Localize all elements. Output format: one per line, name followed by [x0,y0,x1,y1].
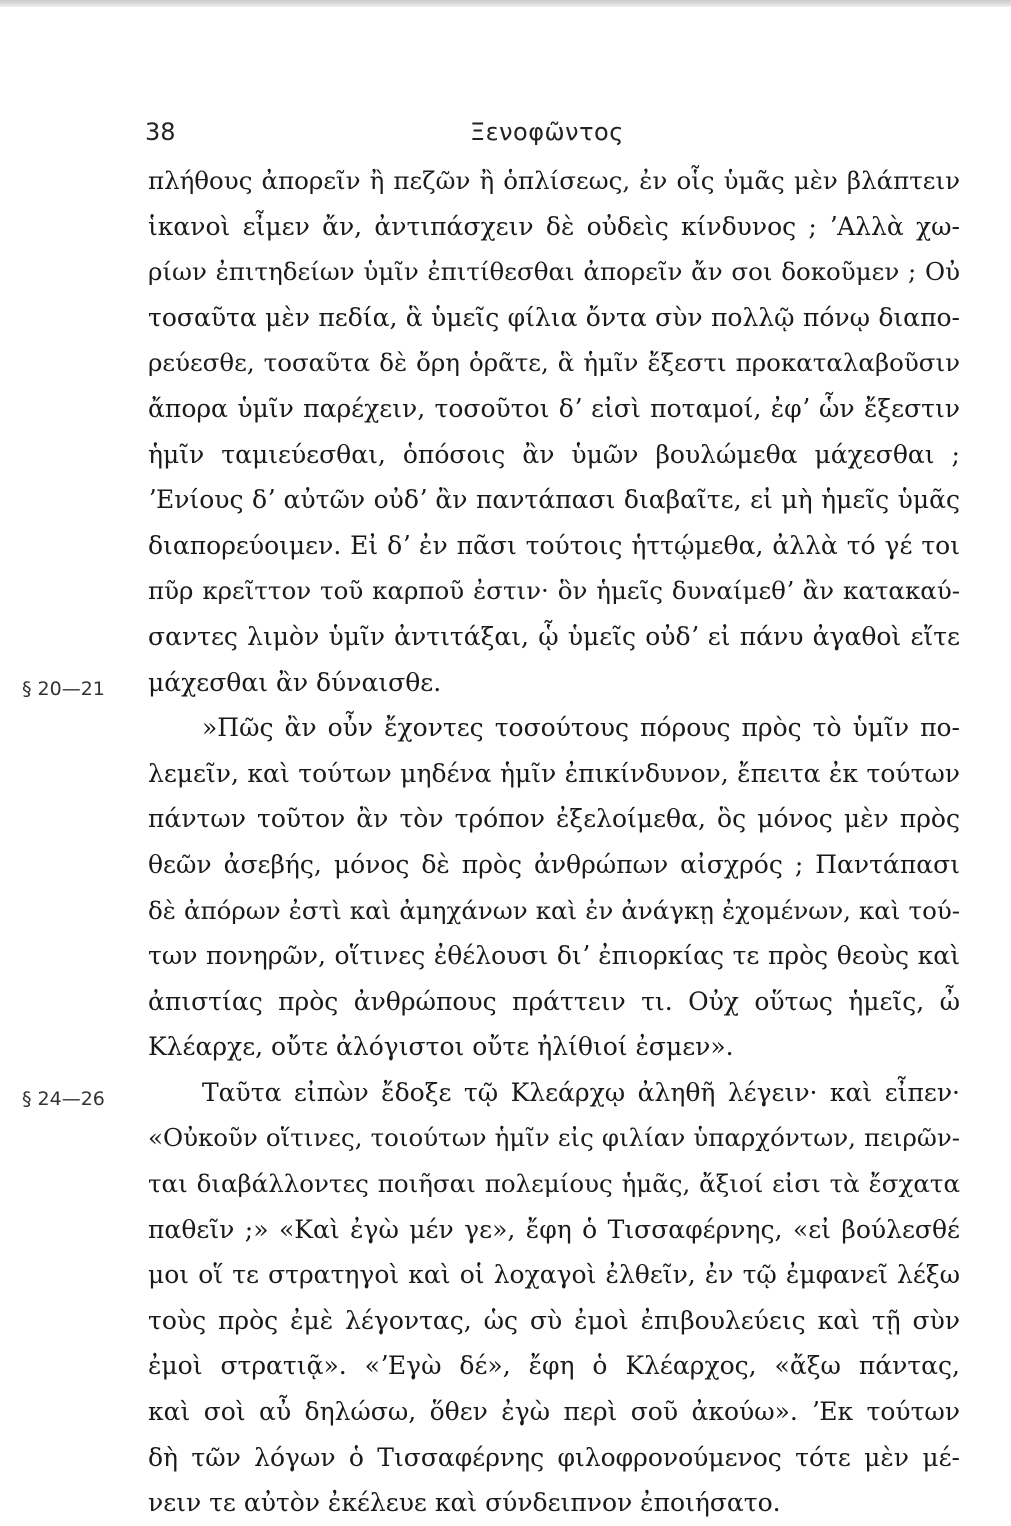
text-line: δὴ τῶν λόγων ὁ Τισσαφέρνης φιλοφρονούμενος τότε μὲν μέ- [148,1442,960,1472]
text-line: μάχεσθαι ἂν δύναισθε. [148,667,442,697]
text-line: «Οὐκοῦν οἵτινες, τοιούτων ἡμῖν εἰς φιλίαν ὑπαρχόντων, πειρῶν- [148,1123,960,1153]
text-line: ἄπορα ὑμῖν παρέχειν, τοσοῦτοι δʼ εἰσὶ ποταμοί, ἐφʼ ὧν ἔξεστιν [148,393,960,423]
text-line: παθεῖν ;» «Καὶ ἐγὼ μέν γε», ἔφη ὁ Τισσαφέρνης, «εἰ βούλεσθέ [148,1214,960,1244]
running-title: Ξενοφῶντος [470,118,624,146]
text-line: μοι οἵ τε στρατηγοὶ καὶ οἱ λοχαγοὶ ἐλθεῖν, ἐν τῷ ἐμφανεῖ λέξω [148,1260,960,1290]
text-line: Ταῦτα εἰπὼν ἔδοξε τῷ Κλεάρχῳ ἀληθῆ λέγειν· καὶ εἶπεν· [202,1077,960,1107]
text-line: των πονηρῶν, οἵτινες ἐθέλουσι διʼ ἐπιορκίας τε πρὸς θεοὺς καὶ [148,941,960,971]
text-line: ʼΕνίους δʼ αὐτῶν οὐδʼ ἂν παντάπασι διαβαῖτε, εἰ μὴ ἡμεῖς ὑμᾶς [148,485,960,515]
text-line: ἐμοὶ στρατιᾷ». «ʼΕγὼ δέ», ἔφη ὁ Κλέαρχος, «ἄξω πάντας, [148,1351,960,1381]
text-line: Κλέαρχε, οὔτε ἀλόγιστοι οὔτε ἠλίθιοί ἐσμεν». [148,1032,734,1062]
text-line: νειν τε αὐτὸν ἐκέλευε καὶ σύνδειπνον ἐποιήσατο. [148,1488,781,1518]
text-line: ρεύεσθε, τοσαῦτα δὲ ὄρη ὁρᾶτε, ἃ ἡμῖν ἔξεστι προκαταλαβοῦσιν [148,348,960,378]
text-line: δὲ ἀπόρων ἐστὶ καὶ ἀμηχάνων καὶ ἐν ἀνάγκῃ ἐχομένων, καὶ τού- [148,895,960,925]
margin-note: § 20—21 [22,678,105,700]
top-edge-rule [0,0,1011,7]
body-text [148,158,960,1526]
text-line: τοὺς πρὸς ἐμὲ λέγοντας, ὡς σὺ ἐμοὶ ἐπιβουλεύεις καὶ τῇ σὺν [148,1305,960,1335]
text-line: τοσαῦτα μὲν πεδία, ἃ ὑμεῖς φίλια ὄντα σὺν πολλῷ πόνῳ διαπο- [148,302,960,332]
text-line: λεμεῖν, καὶ τούτων μηδένα ἡμῖν ἐπικίνδυνον, ἔπειτα ἐκ τούτων [148,758,960,788]
text-line: ρίων ἐπιτηδείων ὑμῖν ἐπιτίθεσθαι ἀπορεῖν ἄν σοι δοκοῦμεν ; Οὐ [148,257,960,287]
text-line: θεῶν ἀσεβής, μόνος δὲ πρὸς ἀνθρώπων αἰσχρός ; Παντάπασι [148,849,960,879]
margin-note: § 24—26 [22,1088,105,1110]
text-line: ἡμῖν ταμιεύεσθαι, ὁπόσοις ἂν ὑμῶν βουλώμεθα μάχεσθαι ; [148,439,960,469]
text-line: πάντων τοῦτον ἂν τὸν τρόπον ἐξελοίμεθα, ὃς μόνος μὲν πρὸς [148,804,960,834]
text-line: σαντες λιμὸν ὑμῖν ἀντιτάξαι, ᾧ ὑμεῖς οὐδʼ εἰ πάνυ ἀγαθοὶ εἴτε [148,621,960,651]
text-line: »Πῶς ἂν οὖν ἔχοντες τοσούτους πόρους πρὸς τὸ ὑμῖν πο- [202,713,960,743]
text-line: ται διαβάλλοντες ποιῆσαι πολεμίους ἡμᾶς, ἄξιοί εἰσι τὰ ἔσχατα [148,1169,960,1199]
page-number: 38 [145,118,176,146]
text-line: ἱκανοὶ εἶμεν ἄν, ἀντιπάσχειν δὲ οὐδεὶς κίνδυνος ; ʼΑλλὰ χω- [148,211,960,241]
text-line: διαπορεύοιμεν. Εἰ δʼ ἐν πᾶσι τούτοις ἡττῴμεθα, ἀλλὰ τό γέ τοι [148,530,960,560]
text-line: ἀπιστίας πρὸς ἀνθρώπους πράττειν τι. Οὐχ οὕτως ἡμεῖς, ὦ [148,986,960,1016]
text-line: πλήθους ἀπορεῖν ἢ πεζῶν ἢ ὁπλίσεως, ἐν οἷς ὑμᾶς μὲν βλάπτειν [148,166,960,195]
text-line: καὶ σοὶ αὖ δηλώσω, ὅθεν ἐγὼ περὶ σοῦ ἀκούω». ʼΕκ τούτων [148,1397,960,1427]
text-line: πῦρ κρεῖττον τοῦ καρποῦ ἐστιν· ὃν ἡμεῖς δυναίμεθʼ ἂν κατακαύ- [148,576,960,606]
